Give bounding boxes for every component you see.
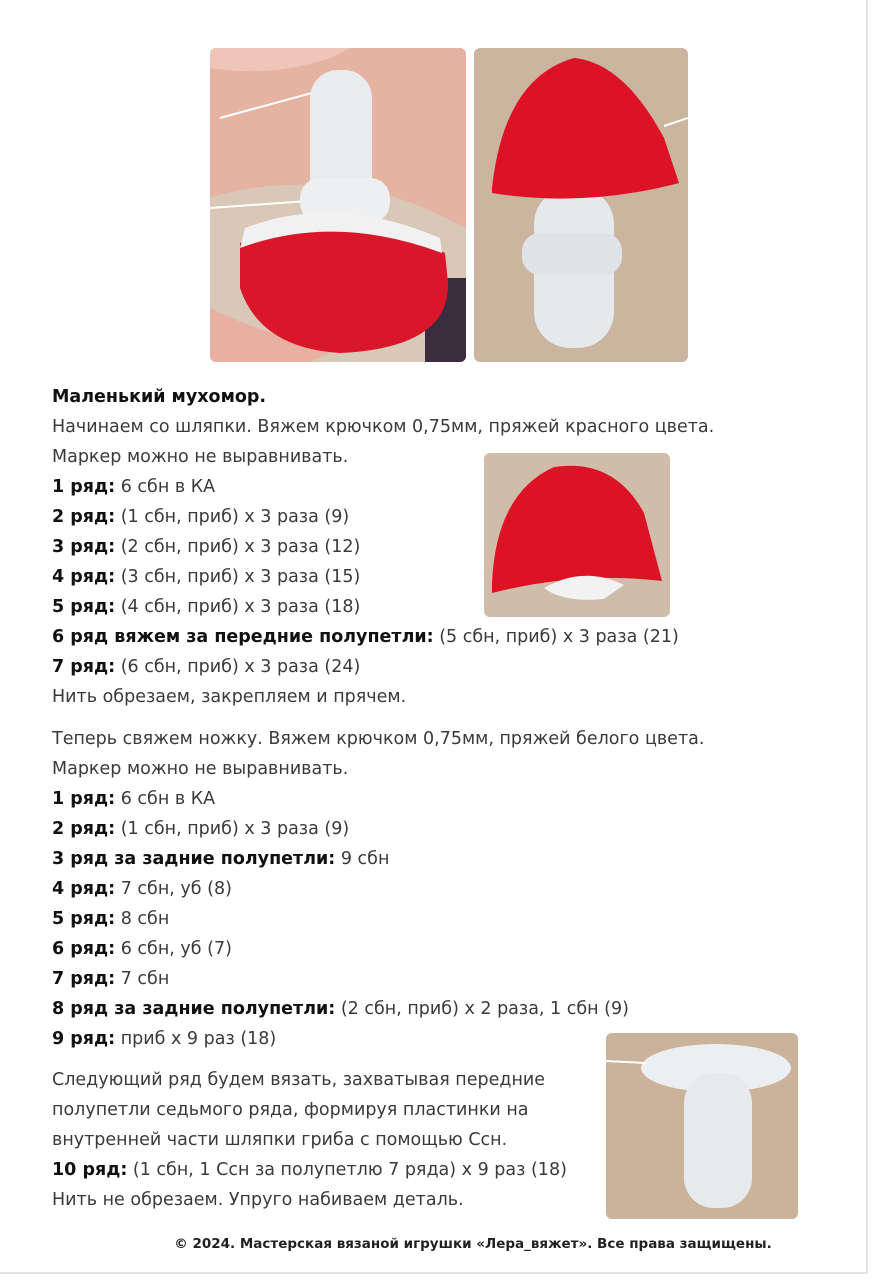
row-text: (4 сбн, приб) х 3 раза (18) (115, 597, 361, 617)
row-label: 3 ряд: (52, 537, 116, 557)
row-label: 10 ряд: (52, 1160, 128, 1180)
intro-line: Маркер можно не выравнивать. (52, 759, 349, 779)
row-text: (1 сбн, приб) х 3 раза (9) (115, 819, 350, 839)
row-label: 9 ряд: (52, 1029, 116, 1049)
row-label: 3 ряд за задние полупетли: (52, 849, 336, 869)
row-text: (6 сбн, приб) х 3 раза (24) (115, 657, 361, 677)
row-label: 4 ряд: (52, 567, 116, 587)
row-text: 6 сбн в КА (115, 477, 216, 497)
row-line (52, 874, 832, 904)
row-line (52, 844, 832, 874)
row-line (52, 502, 832, 532)
paragraph-line: полупетли седьмого ряда, формируя пластинки на (52, 1100, 529, 1120)
row-line (52, 904, 832, 934)
row-line (52, 994, 832, 1024)
row-text: 8 сбн (115, 909, 170, 929)
row-text: (3 сбн, приб) х 3 раза (15) (115, 567, 361, 587)
intro-line: Начинаем со шляпки. Вяжем крючком 0,75мм, пряжей красного цвета. (52, 417, 715, 437)
row-line (52, 964, 832, 994)
row-label: 8 ряд за задние полупетли: (52, 999, 336, 1019)
row-text: (2 сбн, приб) х 3 раза (12) (115, 537, 361, 557)
row-line (52, 472, 832, 502)
row-text: 7 сбн, уб (8) (115, 879, 232, 899)
paragraph-line: внутренней части шляпки гриба с помощью Ссн. (52, 1130, 508, 1150)
row-label: 4 ряд: (52, 879, 116, 899)
row-text: (1 сбн, приб) х 3 раза (9) (115, 507, 350, 527)
row-line (52, 622, 832, 652)
row-line (52, 1155, 832, 1185)
section-stem (52, 724, 832, 1054)
row-line (52, 784, 832, 814)
row-line (52, 532, 832, 562)
row-label: 1 ряд: (52, 477, 116, 497)
row-label: 6 ряд: (52, 939, 116, 959)
photo-in-progress (210, 48, 466, 362)
row-label: 5 ряд: (52, 909, 116, 929)
row-line (52, 562, 832, 592)
row-label: 7 ряд: (52, 657, 116, 677)
row-label: 2 ряд: (52, 507, 116, 527)
row-text: 7 сбн (115, 969, 170, 989)
row-label: 1 ряд: (52, 789, 116, 809)
row-text: 6 сбн, уб (7) (115, 939, 232, 959)
section-title: Маленький мухомор. (52, 387, 267, 407)
row-label: 7 ряд: (52, 969, 116, 989)
row-label: 2 ряд: (52, 819, 116, 839)
row-line (52, 652, 832, 682)
intro-line: Маркер можно не выравнивать. (52, 447, 349, 467)
row-line (52, 1024, 832, 1054)
section-cap (52, 382, 832, 712)
row-line (52, 934, 832, 964)
row-line (52, 814, 832, 844)
row-text: 6 сбн в КА (115, 789, 216, 809)
row-text: приб х 9 раз (18) (115, 1029, 277, 1049)
row-text: (5 сбн, приб) х 3 раза (21) (433, 627, 679, 647)
paragraph-line: Следующий ряд будем вязать, захватывая передние (52, 1070, 546, 1090)
photo-finished (474, 48, 688, 362)
outro-line: Нить обрезаем, закрепляем и прячем. (52, 687, 407, 707)
row-label: 5 ряд: (52, 597, 116, 617)
row-label: 6 ряд вяжем за передние полупетли: (52, 627, 434, 647)
copyright-footer: © 2024. Мастерская вязаной игрушки «Лера_вяжет». Все права защищены. (174, 1236, 772, 1252)
row-text: (1 сбн, 1 Ссн за полупетлю 7 ряда) х 9 раз (18) (127, 1160, 567, 1180)
row-line (52, 592, 832, 622)
outro-line: Нить не обрезаем. Упруго набиваем деталь. (52, 1190, 464, 1210)
section-plates (52, 1065, 832, 1215)
intro-line: Теперь свяжем ножку. Вяжем крючком 0,75мм, пряжей белого цвета. (52, 729, 705, 749)
row-text: (2 сбн, приб) х 2 раза, 1 сбн (9) (335, 999, 629, 1019)
row-text: 9 сбн (335, 849, 390, 869)
